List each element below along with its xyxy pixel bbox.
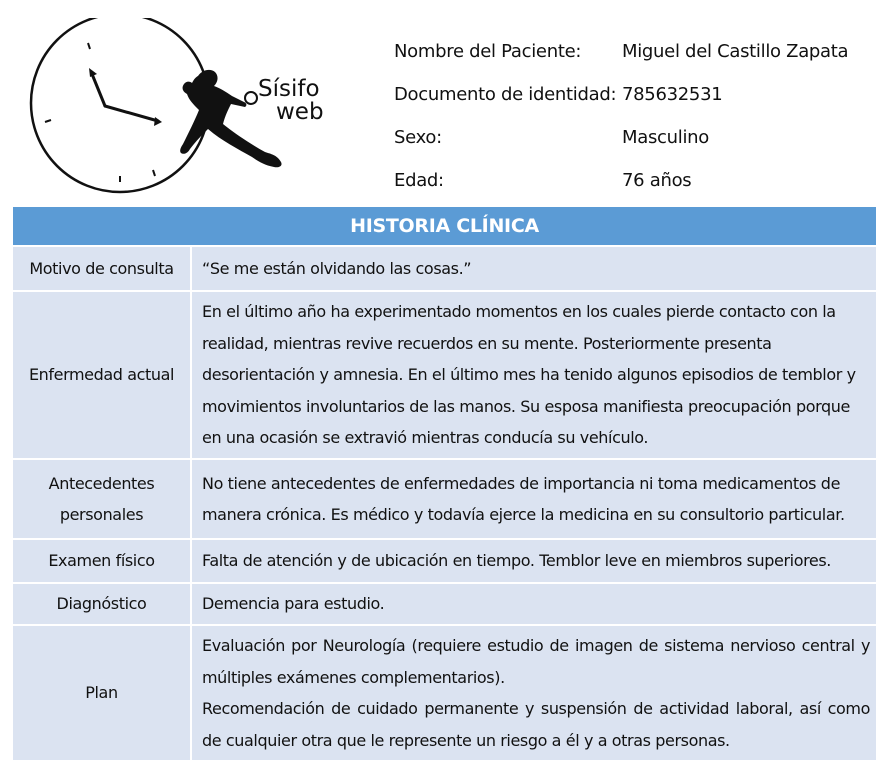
table-row bbox=[13, 583, 876, 625]
row-value-examen: Falta de atención y de ubicación en tiempo. Temblor leve en miembros superiores. bbox=[191, 539, 876, 583]
row-label-examen: Examen físico bbox=[13, 539, 191, 583]
row-value-motivo: “Se me están olvidando las cosas.” bbox=[191, 246, 876, 291]
plan-line-2: Recomendación de cuidado permanente y suspensión de actividad laboral, así como de cualquier otra que le represente un riesgo a él y a otras personas. bbox=[202, 699, 871, 750]
logo-text-web: web bbox=[276, 99, 324, 125]
patient-age-label: Edad: bbox=[394, 170, 444, 191]
clinical-history-table bbox=[13, 207, 876, 762]
table-row bbox=[13, 459, 876, 539]
sisifo-web-logo bbox=[20, 18, 340, 198]
history-title: HISTORIA CLÍNICA bbox=[13, 207, 876, 246]
row-value-diagnostico: Demencia para estudio. bbox=[191, 583, 876, 625]
table-row bbox=[13, 246, 876, 291]
patient-sex-value: Masculino bbox=[622, 127, 709, 148]
row-label-antecedentes: Antecedentes personales bbox=[13, 459, 191, 539]
patient-age-row bbox=[394, 159, 874, 202]
table-row bbox=[13, 539, 876, 583]
patient-id-label: Documento de identidad: bbox=[394, 84, 617, 105]
row-label-motivo: Motivo de consulta bbox=[13, 246, 191, 291]
patient-name-row bbox=[394, 30, 874, 73]
history-header-row bbox=[13, 207, 876, 246]
table-row bbox=[13, 291, 876, 459]
logo-text-sisifo: Sísifo bbox=[258, 76, 320, 102]
patient-sex-label: Sexo: bbox=[394, 127, 442, 148]
sisifo-clock-logo-icon bbox=[20, 18, 340, 198]
row-label-plan: Plan bbox=[13, 625, 191, 761]
row-value-enfermedad: En el último año ha experimentado momentos en los cuales pierde contacto con la realidad, mientras revive recuerdos en su mente. Posteriormente presenta desorientación y amnesia. En el último mes ha tenido algunos episodios de temblor y movimientos involuntarios de las manos. Su esposa manifiesta preocupación porque en una ocasión se extravió mientras conducía su vehículo. bbox=[191, 291, 876, 459]
row-label-enfermedad: Enfermedad actual bbox=[13, 291, 191, 459]
row-value-antecedentes: No tiene antecedentes de enfermedades de importancia ni toma medicamentos de manera crónica. Es médico y todavía ejerce la medicina en su consultorio particular. bbox=[191, 459, 876, 539]
plan-line-1: Evaluación por Neurología (requiere estudio de imagen de sistema nervioso central y múltiples exámenes complementarios). bbox=[202, 636, 871, 687]
patient-name-value: Miguel del Castillo Zapata bbox=[622, 41, 849, 62]
patient-id-value: 785632531 bbox=[622, 84, 723, 105]
patient-sex-row bbox=[394, 116, 874, 159]
row-label-diagnostico: Diagnóstico bbox=[13, 583, 191, 625]
patient-age-value: 76 años bbox=[622, 170, 692, 191]
patient-id-row bbox=[394, 73, 874, 116]
patient-name-label: Nombre del Paciente: bbox=[394, 41, 582, 62]
table-row bbox=[13, 625, 876, 761]
row-value-plan bbox=[191, 625, 876, 761]
patient-info bbox=[394, 30, 874, 202]
